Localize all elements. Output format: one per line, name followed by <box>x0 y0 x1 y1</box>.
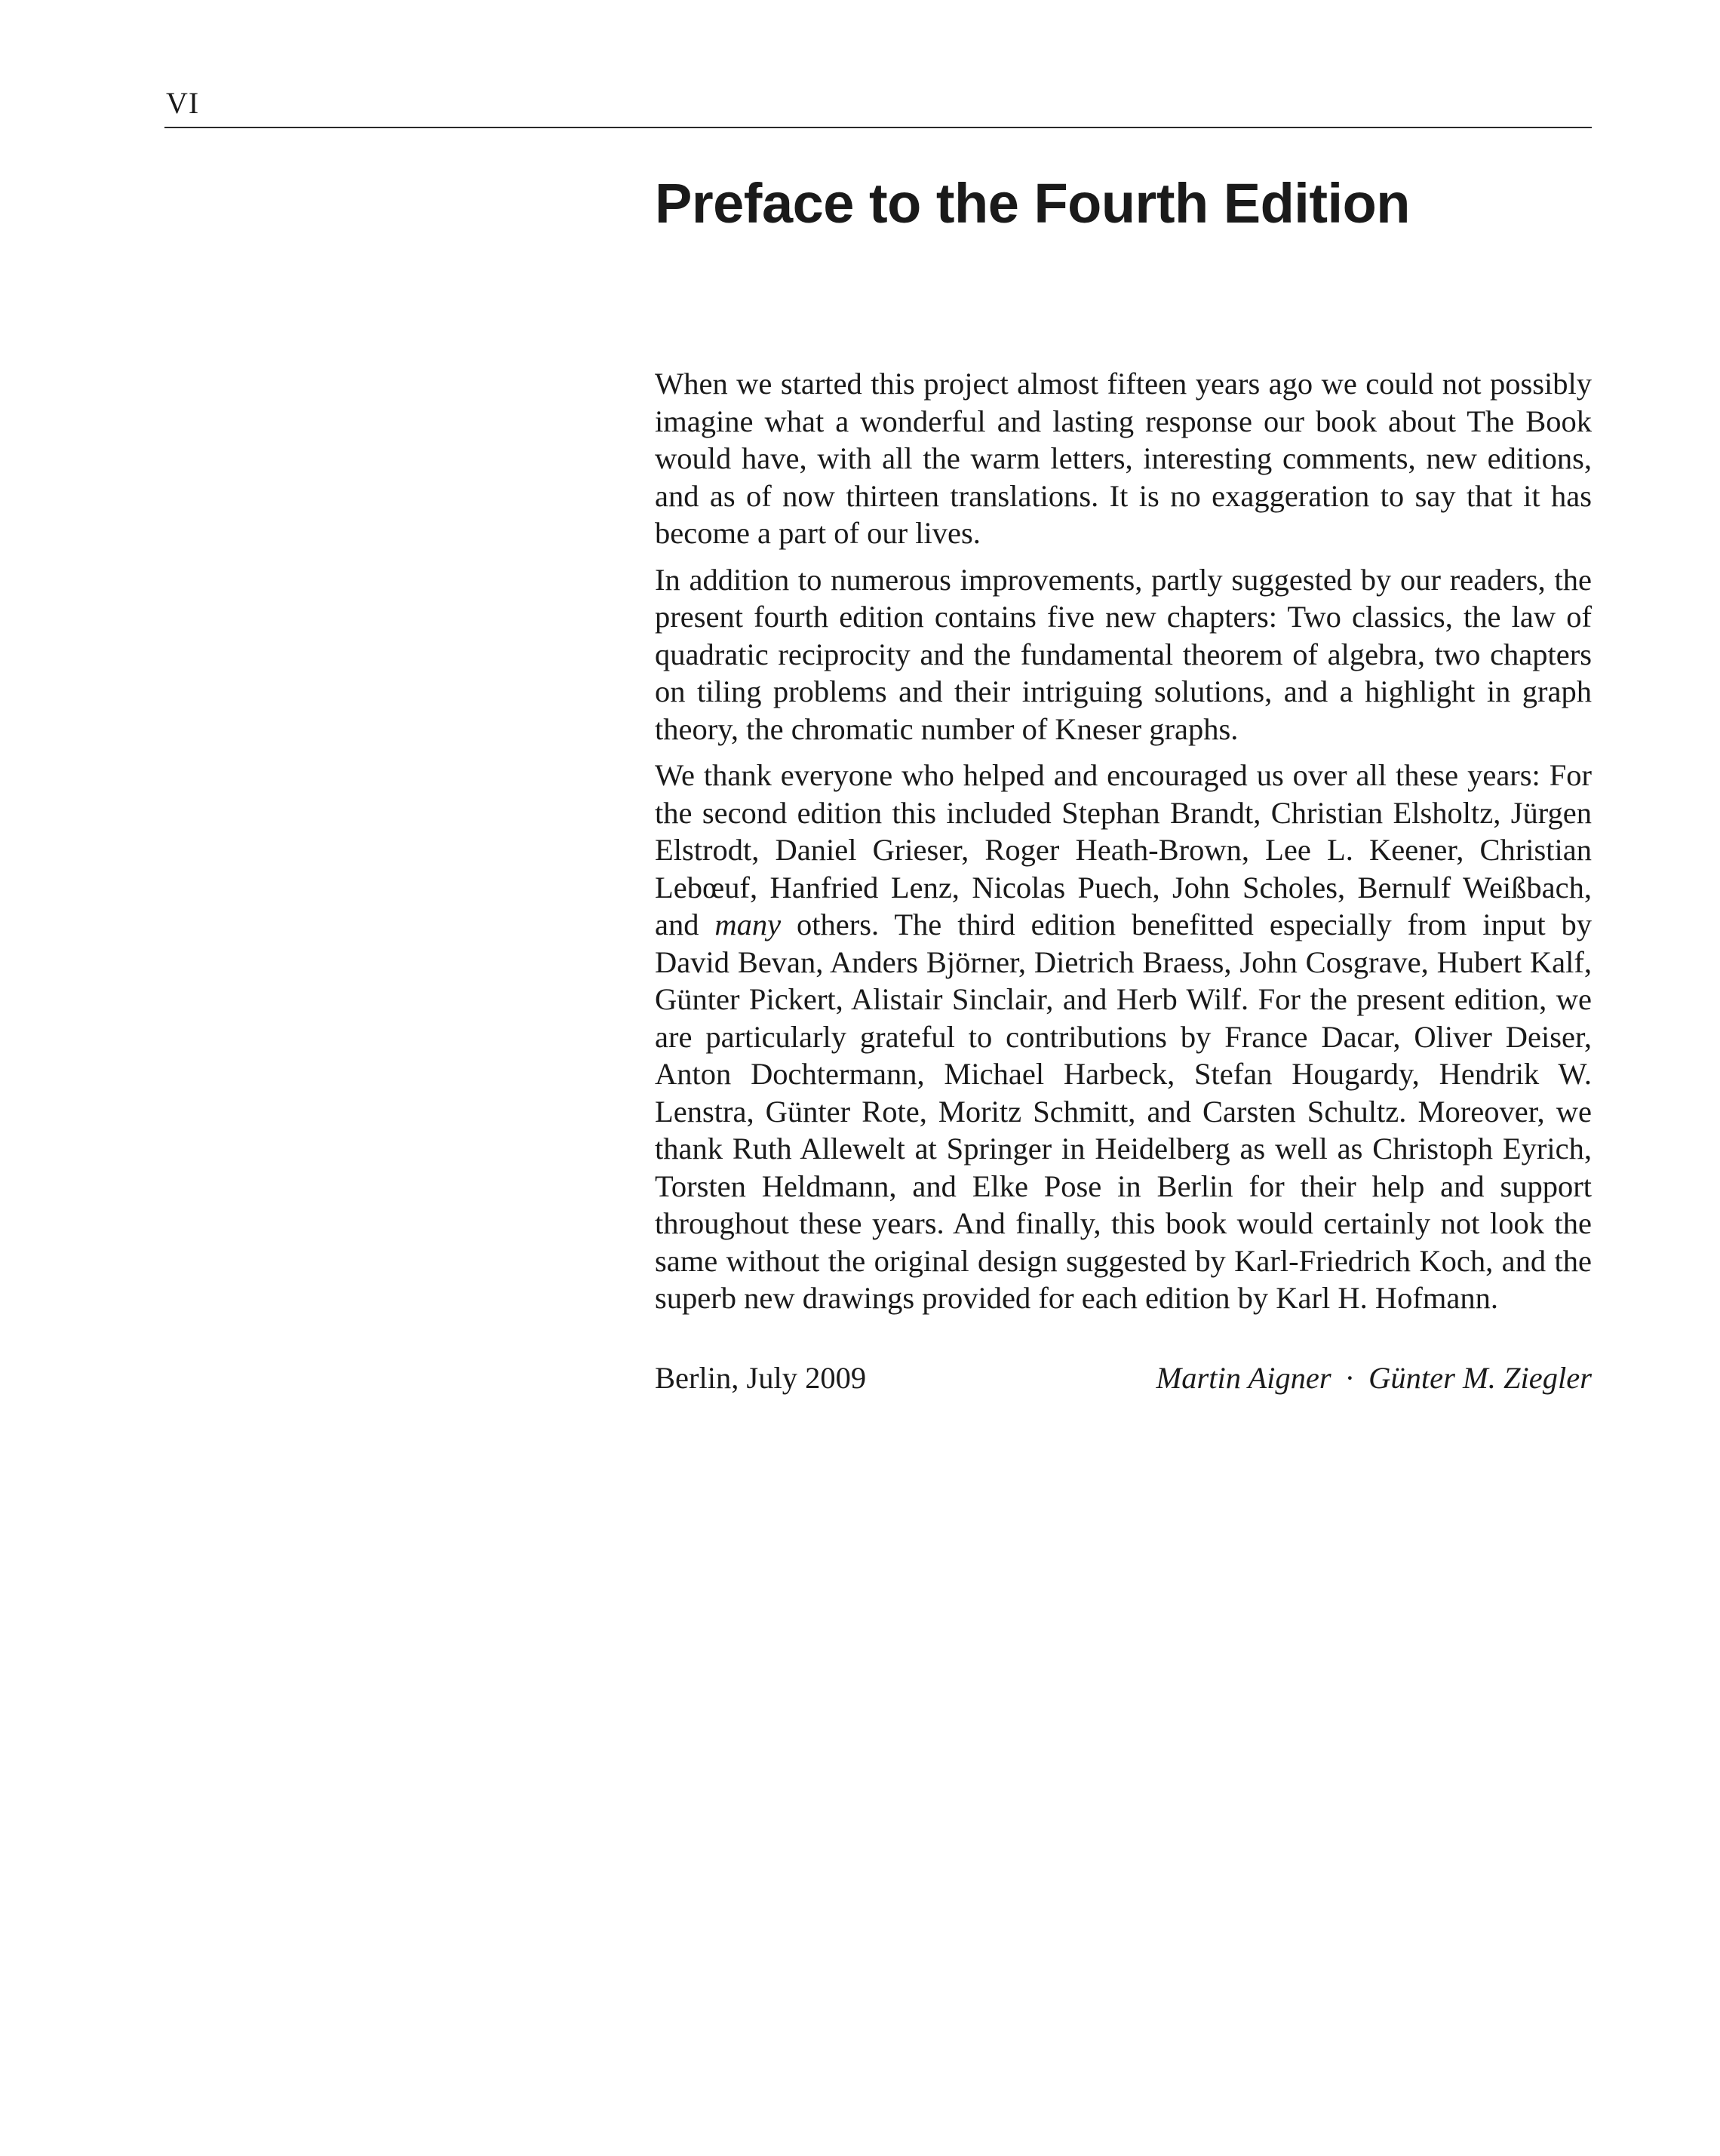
author-1: Martin Aigner <box>1156 1360 1331 1395</box>
page-title: Preface to the Fourth Edition <box>655 172 1410 235</box>
preface-body <box>655 365 1592 1317</box>
page-number: VI <box>166 86 200 120</box>
authors <box>1156 1359 1592 1397</box>
paragraph-3-end: others. The third edition benefitted especially from input by David Bevan, Anders Björner, Dietrich Braess, John Cosgrave, Hubert Kalf, Günter Pickert, Alistair Sinclair, and Herb Wilf. For the present edition, we are particularly grateful to contributions by France Dacar, Oliver Deiser, Anton Dochtermann, Michael Harbeck, Stefan Hougardy, Hendrik W. Lenstra, Günter Rote, Moritz Schmitt, and Carsten Schultz. Moreover, we thank Ruth Allewelt at Springer in Heidelberg as well as Christoph Eyrich, Torsten Heldmann, and Elke Pose in Berlin for their help and support throughout these years. And finally, this book would certainly not look the same without the original design suggested by Karl-Friedrich Koch, and the superb new drawings provided for each edition by Karl H. Hofmann. <box>655 908 1592 1315</box>
paragraph-3 <box>655 757 1592 1317</box>
signature-row <box>655 1359 1592 1397</box>
author-2: Günter M. Ziegler <box>1368 1360 1592 1395</box>
preface-section <box>655 166 1592 1397</box>
author-separator: · <box>1344 1360 1356 1395</box>
paragraph-2: In addition to numerous improvements, partly suggested by our readers, the present fourth edition contains five new chapters: Two classics, the law of quadratic reciprocity and the fundamental theorem of algebra, two chapters on tiling problems and their intriguing solutions, and a highlight in graph theory, the chromatic number of Kneser graphs. <box>655 562 1592 746</box>
paragraph-3-emphasis: many <box>714 908 782 941</box>
place-date: Berlin, July 2009 <box>655 1360 867 1395</box>
paragraph-1: When we started this project almost fifteen years ago we could not possibly imagine what a wonderful and lasting response our book about The Book would have, with all the warm letters, interesting comments, new editions, and as of now thirteen translations. It is no exaggeration to say that it has become a part of our lives. <box>655 367 1592 550</box>
paragraph-3-start: We thank everyone who helped and encouraged us over all these years: For the second edition this included Stephan Brandt, Christian Elsholtz, Jürgen Elstrodt, Daniel Grieser, Roger Heath-Brown, Lee L. Keener, Christian Lebœuf, Hanfried Lenz, Nicolas Puech, John Scholes, Bernulf Weißbach, and <box>655 758 1592 941</box>
header-rule <box>164 127 1592 128</box>
